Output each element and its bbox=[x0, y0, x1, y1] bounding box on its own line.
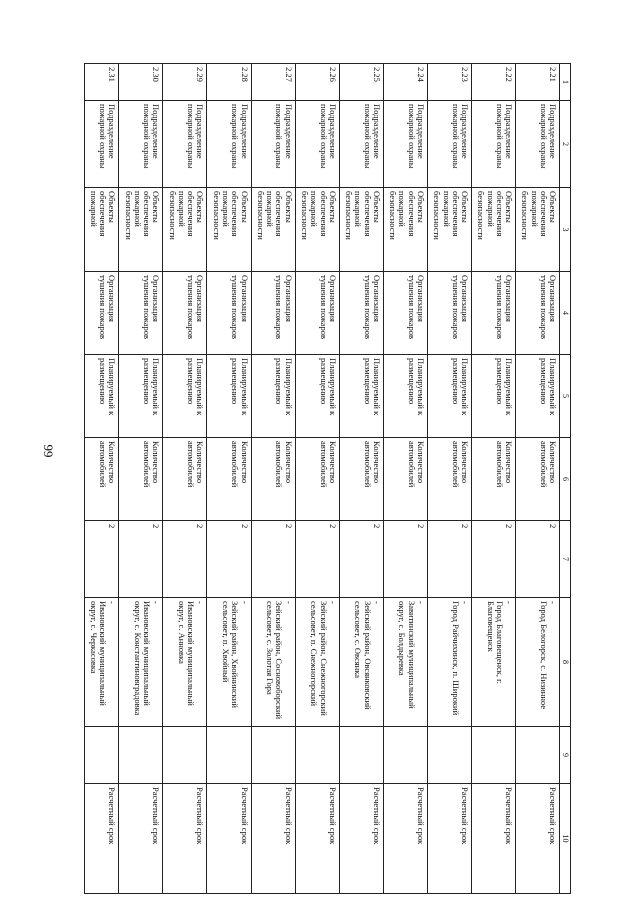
row-number: 2.28 bbox=[207, 64, 251, 101]
header-row bbox=[560, 64, 571, 894]
term-cell: Расчетный срок bbox=[339, 784, 383, 894]
parameter-name: Количество автомобилей bbox=[515, 438, 559, 521]
facility-name: Подразделение пожарной охраны bbox=[163, 101, 207, 188]
parameter-name: Количество автомобилей bbox=[383, 438, 427, 521]
parameter-value: 2 bbox=[383, 521, 427, 598]
zone-dash: - bbox=[371, 601, 382, 604]
term-cell: Расчетный срок bbox=[471, 784, 515, 894]
zone-dash: - bbox=[548, 601, 558, 604]
facility-purpose: Организация тушения пожаров bbox=[295, 272, 339, 355]
type-cell bbox=[295, 727, 339, 784]
rotated-table-container bbox=[84, 63, 571, 893]
facilities-table bbox=[84, 63, 571, 894]
term-cell: Расчетный срок bbox=[295, 784, 339, 894]
facility-object: Объекты обеспечения пожарной безопасности bbox=[471, 188, 515, 272]
term-cell: Расчетный срок bbox=[515, 784, 559, 894]
parameter-name: Количество автомобилей bbox=[339, 438, 383, 521]
parameter-value: 2 bbox=[515, 521, 559, 598]
table-row bbox=[339, 64, 383, 894]
parameter-name: Количество автомобилей bbox=[251, 438, 295, 521]
table-row bbox=[515, 64, 559, 894]
facility-name: Подразделение пожарной охраны bbox=[383, 101, 427, 188]
table-row bbox=[85, 64, 119, 894]
zone-dash: - bbox=[415, 601, 426, 604]
col-header: 10 bbox=[560, 784, 571, 894]
facility-purpose: Организация тушения пожаров bbox=[85, 272, 119, 355]
page-number: 99 bbox=[41, 444, 56, 458]
type-cell bbox=[471, 727, 515, 784]
location: - Зейский район, Хвойнинский сельсовет, п. Хвойный bbox=[207, 598, 251, 727]
col-header: 5 bbox=[560, 355, 571, 438]
parameter-name: Количество автомобилей bbox=[295, 438, 339, 521]
facility-name: Подразделение пожарной охраны bbox=[207, 101, 251, 188]
facility-object: Объекты обеспечения пожарной безопасности bbox=[163, 188, 207, 272]
facility-status: Планируемый к размещению bbox=[163, 355, 207, 438]
parameter-value: 2 bbox=[207, 521, 251, 598]
facility-name: Подразделение пожарной охраны bbox=[427, 101, 471, 188]
type-cell bbox=[339, 727, 383, 784]
parameter-value: 2 bbox=[251, 521, 295, 598]
table-row bbox=[163, 64, 207, 894]
table-row bbox=[295, 64, 339, 894]
row-number: 2.24 bbox=[383, 64, 427, 101]
zone-dash: - bbox=[503, 601, 514, 604]
zone-dash: - bbox=[107, 601, 118, 604]
zone-dash: - bbox=[283, 601, 294, 604]
location: - Город Благовещенск, г. Благовещенск bbox=[471, 598, 515, 727]
facility-name: Подразделение пожарной охраны bbox=[251, 101, 295, 188]
facility-name: Подразделение пожарной охраны bbox=[295, 101, 339, 188]
term-cell: Расчетный срок bbox=[427, 784, 471, 894]
facility-purpose: Организация тушения пожаров bbox=[119, 272, 163, 355]
type-cell bbox=[163, 727, 207, 784]
term-cell: Расчетный срок bbox=[119, 784, 163, 894]
parameter-value: 2 bbox=[427, 521, 471, 598]
type-cell bbox=[85, 727, 119, 784]
facility-object: Объекты обеспечения пожарной безопасности bbox=[207, 188, 251, 272]
zone-dash: - bbox=[239, 601, 250, 604]
parameter-name: Количество автомобилей bbox=[471, 438, 515, 521]
facility-purpose: Организация тушения пожаров bbox=[383, 272, 427, 355]
term-cell: Расчетный срок bbox=[207, 784, 251, 894]
facility-status: Планируемый к размещению bbox=[383, 355, 427, 438]
location: - Ивановский муниципальный округ, с. Анновка bbox=[163, 598, 207, 727]
location: - Город Райчихинск, п. Широкий bbox=[427, 598, 471, 727]
facility-name: Подразделение пожарной охраны bbox=[119, 101, 163, 188]
table-row bbox=[207, 64, 251, 894]
type-cell bbox=[251, 727, 295, 784]
location: - Зейский район, Овсянковский сельсовет, с. Овсянка bbox=[339, 598, 383, 727]
type-cell bbox=[427, 727, 471, 784]
term-cell: Расчетный срок bbox=[383, 784, 427, 894]
row-number: 2.21 bbox=[515, 64, 559, 101]
facility-status: Планируемый к размещению bbox=[339, 355, 383, 438]
col-header: 4 bbox=[560, 272, 571, 355]
facility-name: Подразделение пожарной охраны bbox=[85, 101, 119, 188]
parameter-value: 2 bbox=[85, 521, 119, 598]
location: - Зейский район, Сосновоборский сельсовет, с. Золотая Гора bbox=[251, 598, 295, 727]
table-row bbox=[383, 64, 427, 894]
zone-dash: - bbox=[195, 601, 206, 604]
facility-name: Подразделение пожарной охраны bbox=[515, 101, 559, 188]
facility-purpose: Организация тушения пожаров bbox=[427, 272, 471, 355]
table-row bbox=[119, 64, 163, 894]
facility-purpose: Организация тушения пожаров bbox=[251, 272, 295, 355]
facility-name: Подразделение пожарной охраны bbox=[339, 101, 383, 188]
facility-purpose: Организация тушения пожаров bbox=[515, 272, 559, 355]
zone-dash: - bbox=[459, 601, 470, 604]
location: - Ивановский муниципальный округ, с. Черкасовка bbox=[85, 598, 119, 727]
row-number: 2.31 bbox=[85, 64, 119, 101]
col-header: 1 bbox=[560, 64, 571, 101]
type-cell bbox=[207, 727, 251, 784]
facility-status: Планируемый к размещению bbox=[295, 355, 339, 438]
row-number: 2.25 bbox=[339, 64, 383, 101]
term-cell: Расчетный срок bbox=[163, 784, 207, 894]
type-cell bbox=[119, 727, 163, 784]
table-row bbox=[427, 64, 471, 894]
col-header: 7 bbox=[560, 521, 571, 598]
location: - Ивановский муниципальный округ, с. Константиновградовка bbox=[119, 598, 163, 727]
term-cell: Расчетный срок bbox=[251, 784, 295, 894]
facility-status: Планируемый к размещению bbox=[119, 355, 163, 438]
facility-purpose: Организация тушения пожаров bbox=[471, 272, 515, 355]
table-row bbox=[471, 64, 515, 894]
facility-status: Планируемый к размещению bbox=[251, 355, 295, 438]
facility-status: Планируемый к размещению bbox=[85, 355, 119, 438]
location: - Завитинский муниципальный округ, с. Болдыревка bbox=[383, 598, 427, 727]
type-cell bbox=[383, 727, 427, 784]
facility-object: Объекты обеспечения пожарной безопасности bbox=[427, 188, 471, 272]
facility-purpose: Организация тушения пожаров bbox=[163, 272, 207, 355]
facility-status: Планируемый к размещению bbox=[515, 355, 559, 438]
facility-object: Объекты обеспечения пожарной безопасности bbox=[119, 188, 163, 272]
row-number: 2.26 bbox=[295, 64, 339, 101]
parameter-value: 2 bbox=[295, 521, 339, 598]
facility-status: Планируемый к размещению bbox=[427, 355, 471, 438]
facility-object: Объекты обеспечения пожарной безопасности bbox=[515, 188, 559, 272]
facility-object: Объекты обеспечения пожарной безопасности bbox=[251, 188, 295, 272]
col-header: 9 bbox=[560, 727, 571, 784]
facility-object: Объекты обеспечения пожарной безопасности bbox=[339, 188, 383, 272]
location: - Зейский район, Снежногорский сельсовет, п. Снежногорский bbox=[295, 598, 339, 727]
parameter-name: Количество автомобилей bbox=[163, 438, 207, 521]
col-header: 6 bbox=[560, 438, 571, 521]
row-number: 2.27 bbox=[251, 64, 295, 101]
row-number: 2.30 bbox=[119, 64, 163, 101]
facility-name: Подразделение пожарной охраны bbox=[471, 101, 515, 188]
col-header: 8 bbox=[560, 598, 571, 727]
facility-purpose: Организация тушения пожаров bbox=[207, 272, 251, 355]
facility-object: Объекты обеспечения пожарной bbox=[85, 188, 119, 272]
parameter-name: Количество автомобилей bbox=[85, 438, 119, 521]
parameter-value: 2 bbox=[163, 521, 207, 598]
parameter-name: Количество автомобилей bbox=[427, 438, 471, 521]
facility-purpose: Организация тушения пожаров bbox=[339, 272, 383, 355]
location: - Город Белогорск, с. Низинное bbox=[515, 598, 559, 727]
type-cell bbox=[515, 727, 559, 784]
facility-status: Планируемый к размещению bbox=[471, 355, 515, 438]
col-header: 3 bbox=[560, 188, 571, 272]
term-cell: Расчетный срок bbox=[85, 784, 119, 894]
parameter-value: 2 bbox=[339, 521, 383, 598]
facility-object: Объекты обеспечения пожарной безопасности bbox=[295, 188, 339, 272]
parameter-name: Количество автомобилей bbox=[119, 438, 163, 521]
facility-status: Планируемый к размещению bbox=[207, 355, 251, 438]
parameter-value: 2 bbox=[119, 521, 163, 598]
table-row bbox=[251, 64, 295, 894]
table-body bbox=[85, 64, 560, 894]
parameter-name: Количество автомобилей bbox=[207, 438, 251, 521]
zone-dash: - bbox=[151, 601, 162, 604]
col-header: 2 bbox=[560, 101, 571, 188]
row-number: 2.23 bbox=[427, 64, 471, 101]
facility-object: Объекты обеспечения пожарной безопасности bbox=[383, 188, 427, 272]
zone-dash: - bbox=[327, 601, 338, 604]
row-number: 2.22 bbox=[471, 64, 515, 101]
row-number: 2.29 bbox=[163, 64, 207, 101]
parameter-value: 2 bbox=[471, 521, 515, 598]
